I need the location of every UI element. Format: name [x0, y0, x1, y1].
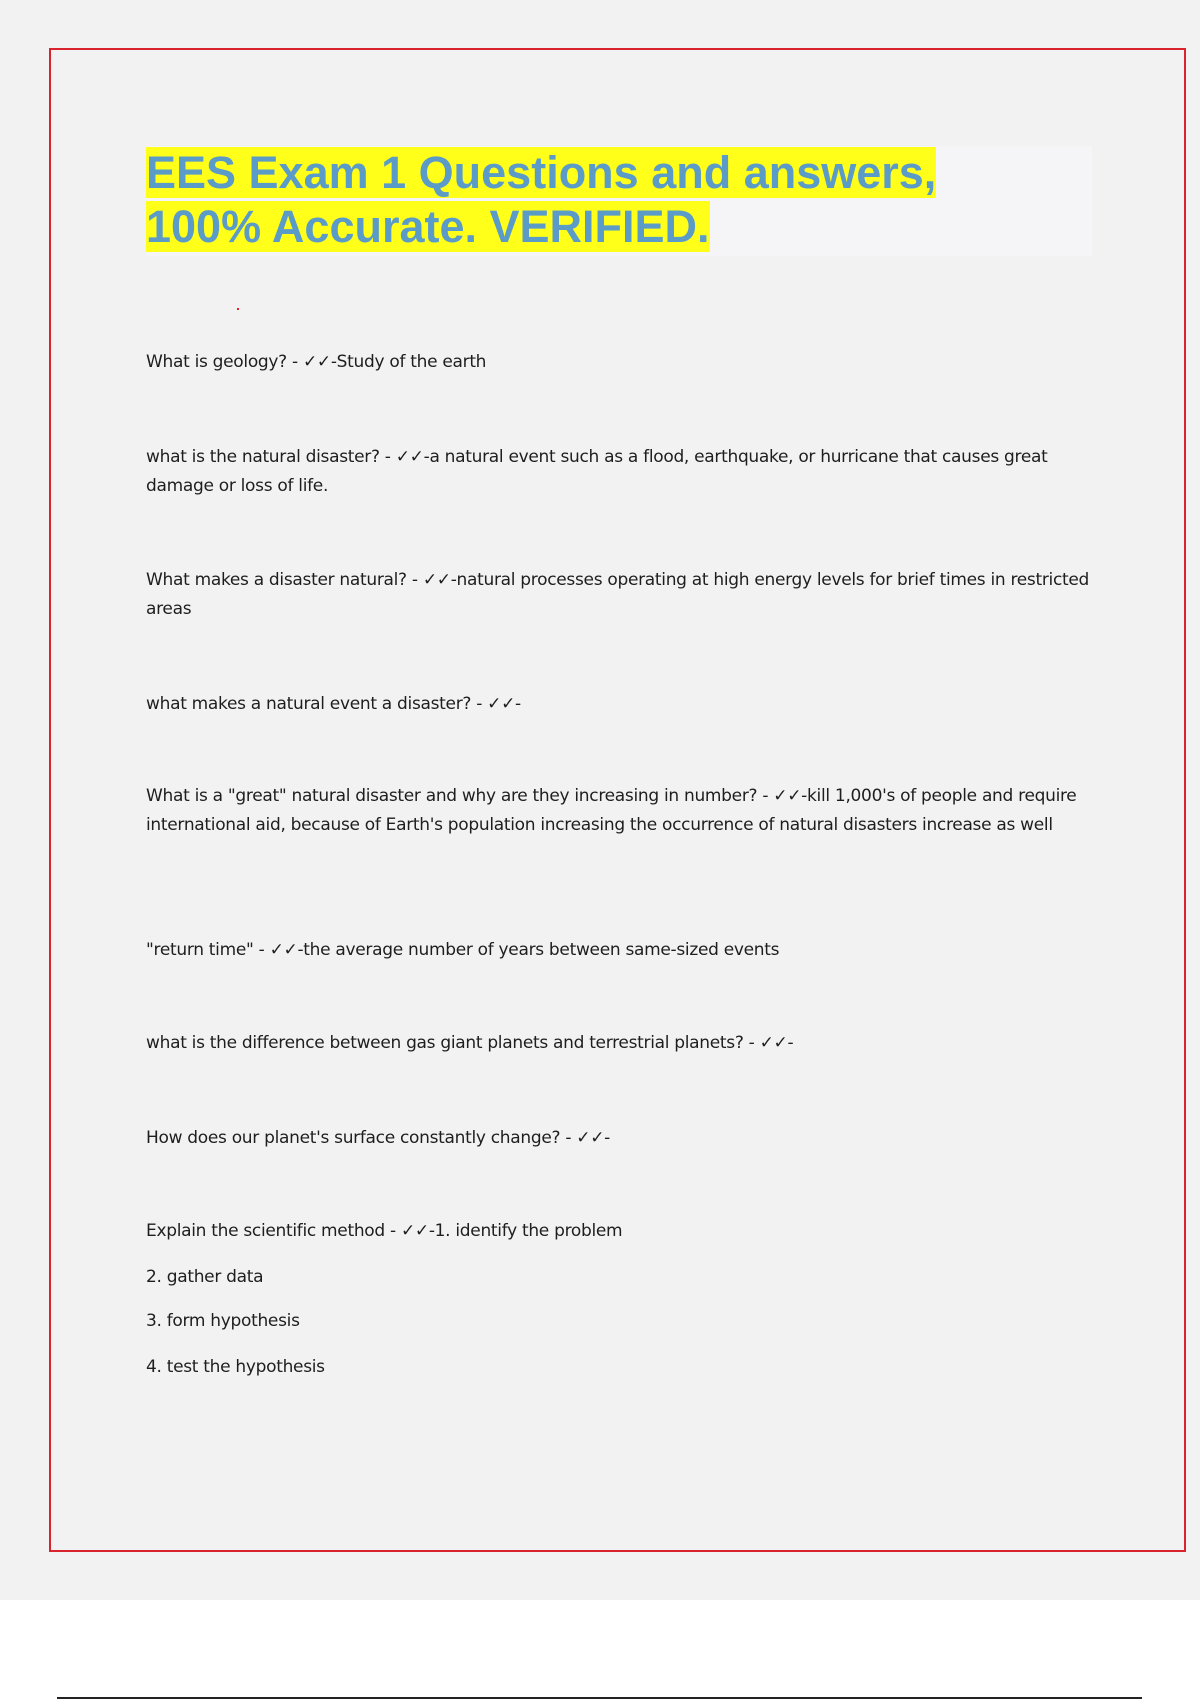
qa-item-8: How does our planet's surface constantly change? - ✓✓- — [146, 1128, 611, 1148]
qa-item-9: Explain the scientific method - ✓✓-1. identify the problem — [146, 1221, 623, 1241]
qa-item-6: "return time" - ✓✓-the average number of years between same-sized events — [146, 940, 780, 960]
document-title — [146, 146, 1046, 254]
qa-item-1: What is geology? - ✓✓-Study of the earth — [146, 352, 487, 372]
method-step-3: 3. form hypothesis — [146, 1311, 300, 1331]
footer-rule — [57, 1697, 1142, 1699]
method-step-2: 2. gather data — [146, 1267, 264, 1287]
method-step-4: 4. test the hypothesis — [146, 1357, 325, 1377]
qa-item-5: What is a "great" natural disaster and why are they increasing in number? - ✓✓-kill 1,000's of people and require international aid, because of Earth's population increasing the occurrence of natural disasters increase as well — [146, 786, 1077, 835]
qa-item-3: What makes a disaster natural? - ✓✓-natural processes operating at high energy levels for brief times in restricted areas — [146, 570, 1090, 619]
qa-item-2: what is the natural disaster? - ✓✓-a natural event such as a flood, earthquake, or hurricane that causes great damage or loss of life. — [146, 447, 1048, 496]
red-mark — [237, 308, 239, 310]
qa-item-7: what is the difference between gas giant planets and terrestrial planets? - ✓✓- — [146, 1033, 794, 1053]
qa-item-4: what makes a natural event a disaster? - ✓✓- — [146, 694, 521, 714]
title-highlight: EES Exam 1 Questions and answers, 100% Accurate. VERIFIED. — [146, 147, 937, 252]
